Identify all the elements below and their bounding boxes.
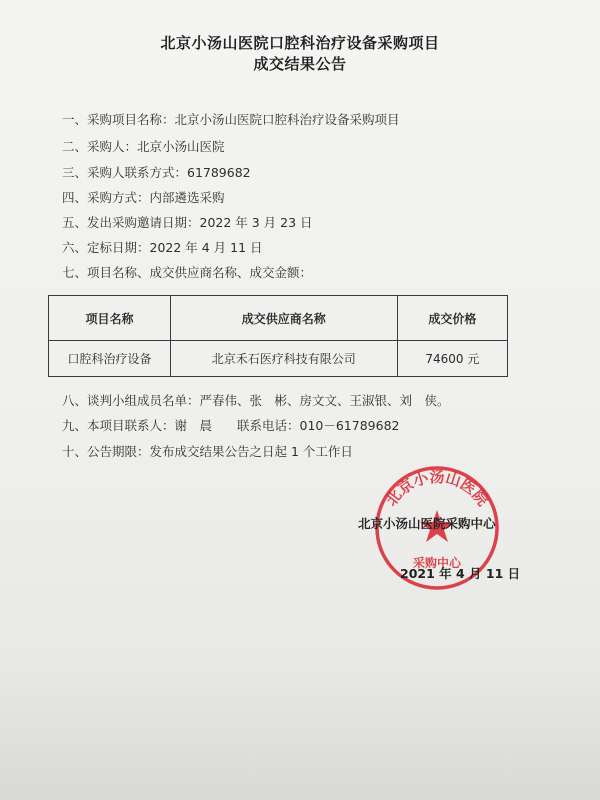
item-result-heading: 七、项目名称、成交供应商名称、成交金额： — [62, 265, 313, 280]
result-table — [48, 295, 508, 377]
item-announcement-period: 十、公告期限：发布成交结果公告之日起 1 个工作日 — [62, 444, 353, 459]
header-project-name: 项目名称 — [49, 296, 171, 341]
cell-price: 74600 元 — [397, 341, 507, 377]
page-shadow — [0, 660, 600, 800]
seal-arc-text: 北京小汤山医院 — [382, 467, 492, 510]
item-award-date: 六、定标日期：2022 年 4 月 11 日 — [62, 240, 263, 255]
cell-project-name: 口腔科治疗设备 — [49, 341, 171, 377]
header-supplier-name: 成交供应商名称 — [170, 296, 397, 341]
header-price: 成交价格 — [397, 296, 507, 341]
document-subtitle: 成交结果公告 — [253, 55, 347, 73]
item-invitation-date: 五、发出采购邀请日期：2022 年 3 月 23 日 — [62, 215, 313, 230]
table-header-row — [49, 296, 508, 341]
item-panel-members: 八、谈判小组成员名单：严春伟、张 彬、房文文、王淑银、刘 侠。 — [62, 393, 450, 408]
seal-bottom-text: 采购中心 — [412, 556, 462, 570]
item-contact-person: 九、本项目联系人：谢 晨 联系电话：010－61789682 — [62, 418, 400, 433]
item-procurement-method: 四、采购方式：内部遴选采购 — [62, 190, 225, 205]
signature-organization: 北京小汤山医院采购中心 — [358, 516, 496, 531]
item-purchaser: 二、采购人：北京小汤山医院 — [62, 139, 225, 154]
document-title: 北京小汤山医院口腔科治疗设备采购项目 — [160, 34, 440, 52]
item-project-name: 一、采购项目名称：北京小汤山医院口腔科治疗设备采购项目 — [62, 112, 400, 127]
signature-date: 2021 年 4 月 11 日 — [400, 566, 521, 581]
table-row — [49, 341, 508, 377]
cell-supplier-name: 北京禾石医疗科技有限公司 — [170, 341, 397, 377]
item-purchaser-contact: 三、采购人联系方式：61789682 — [62, 165, 251, 180]
